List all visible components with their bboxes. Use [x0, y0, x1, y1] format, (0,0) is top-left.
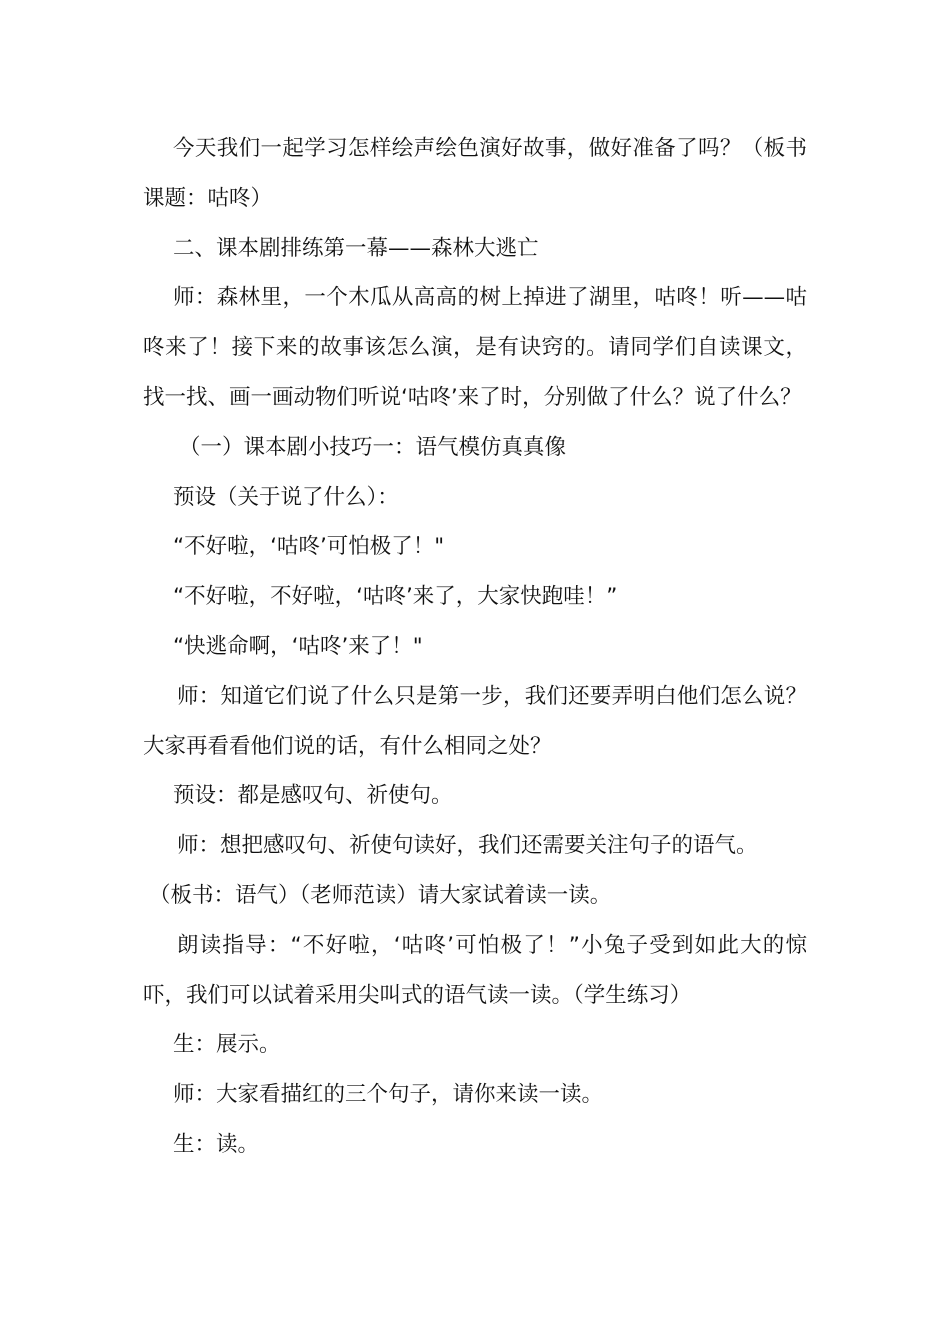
paragraph-student-show: 生：展示。 — [173, 1032, 281, 1058]
paragraph-teacher-question: 师：知道它们说了什么只是第一步，我们还要弄明白他们怎么说？大家再看看他们说的话，有什么相同之处？ — [143, 683, 807, 759]
paragraph-reading-guide: 朗读指导：“不好啦，‘咕咚’可怕极了！”小兔子受到如此大的惊吓，我们可以试着采用尖叫式的语气读一读。（学生练习） — [143, 932, 807, 1008]
paragraph-teacher-tone: 师：想把感叹句、祈使句读好，我们还需要关注句子的语气。 — [177, 833, 758, 859]
quote-line-2: “不好啦，不好啦，‘咕咚’来了，大家快跑哇！” — [173, 584, 618, 610]
paragraph-preset-answer: 预设：都是感叹句、祈使句。 — [173, 783, 453, 809]
paragraph-student-read: 生：读。 — [173, 1131, 260, 1157]
paragraph-preset-heading: 预设（关于说了什么）： — [173, 484, 399, 510]
subsection-heading-1: （一）课本剧小技巧一：语气模仿真真像 — [179, 434, 567, 460]
document-body — [143, 124, 807, 1170]
section-heading-2: 二、课本剧排练第一幕——森林大逃亡 — [173, 235, 539, 261]
paragraph-teacher-story: 师：森林里，一个木瓜从高高的树上掉进了湖里，咕咚！听——咕咚来了！接下来的故事该怎么演，是有诀窍的。请同学们自读课文，找一找、画一画动物们听说‘咕咚’来了时，分别做了什么？说了什么？ — [143, 285, 807, 410]
paragraph-teacher-read: 师：大家看描红的三个句子，请你来读一读。 — [173, 1082, 604, 1108]
quote-line-1: “不好啦，‘咕咚’可怕极了！" — [173, 534, 445, 560]
paragraph-board-note: （板书：语气）（老师范读）请大家试着读一读。 — [149, 882, 612, 908]
quote-line-3: “快逃命啊，‘咕咚’来了！" — [173, 633, 423, 659]
paragraph-intro: 今天我们一起学习怎样绘声绘色演好故事，做好准备了吗？（板书课题：咕咚） — [143, 136, 807, 211]
